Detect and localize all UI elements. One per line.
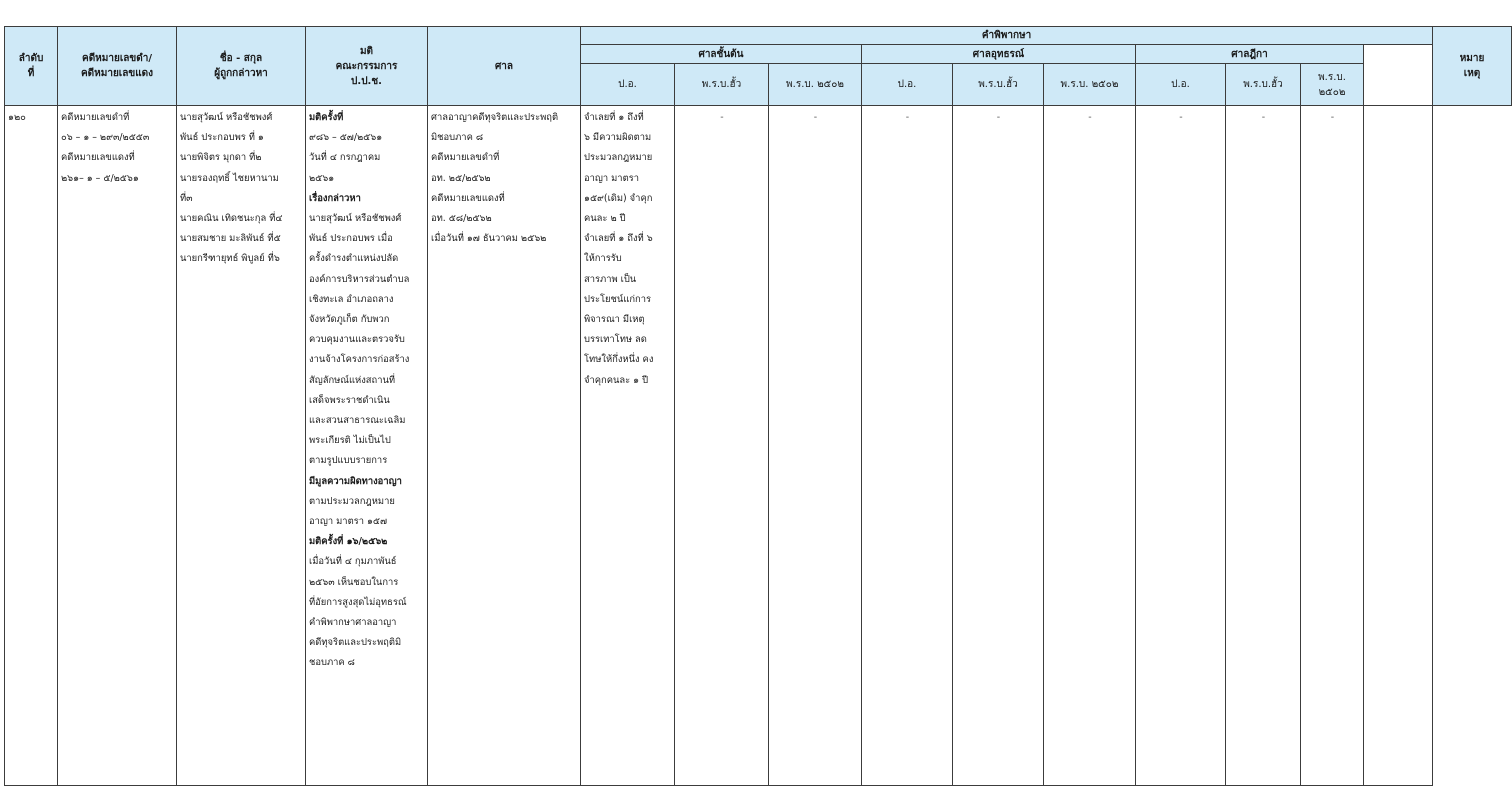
resolution-line: ที่อัยการสูงสุดไม่อุทธรณ์: [309, 596, 407, 608]
case-no-line: ๒๖๑– ๑ – ๕/๒๕๖๑: [61, 172, 139, 184]
cell-court: [428, 106, 581, 786]
header-supreme-act-anti: พ.ร.บ.ฮั้ว: [1226, 64, 1301, 106]
header-resolution-line2: คณะกรรมการ: [335, 60, 398, 72]
header-resolution: [306, 27, 428, 106]
resolution-line: มีมูลความผิดทางอาญา: [309, 475, 402, 487]
header-resolution-line1: มติ: [359, 45, 374, 57]
cell-accused: [177, 106, 306, 786]
court-line: อท. ๒๕/๒๕๖๒: [431, 172, 491, 184]
resolution-line: งานจ้างโครงการก่อสร้าง: [309, 354, 410, 366]
court-line: คดีหมายเลขแดงที่: [431, 192, 505, 204]
header-remarks-line2: เหตุ: [1463, 68, 1481, 79]
resolution-line: มติครั้งที่: [309, 112, 344, 123]
first-penal-line: อาญา มาตรา: [584, 172, 639, 184]
table-row: [5, 106, 1512, 786]
dash-mark: -: [996, 112, 1001, 123]
case-table: [4, 26, 1512, 786]
header-accused: [177, 27, 306, 106]
accused-line: นายรองฤทธิ์ ไชยหานาม: [180, 172, 279, 184]
cell-appeal-penal: [862, 106, 953, 786]
first-penal-line: คนละ ๒ ปี: [584, 213, 626, 225]
dash-mark: -: [813, 112, 818, 123]
header-court: ศาล: [428, 27, 581, 106]
resolution-line: ๒๕๖๓ เห็นชอบในการ: [309, 576, 399, 588]
cell-resolution: [306, 106, 428, 786]
first-penal-line: ๖ มีความผิดตาม: [584, 132, 652, 144]
cell-remarks: [1364, 106, 1433, 786]
cell-appeal-act-anti: [953, 106, 1044, 786]
first-penal-line: จำเลยที่ ๑ ถึงที่: [584, 112, 644, 123]
court-line: ศาลอาญาคดีทุจริตและประพฤติ: [431, 112, 559, 123]
header-no: [5, 27, 58, 106]
dash-mark: -: [720, 112, 724, 123]
cell-first-act-anti: [675, 106, 769, 786]
header-court-supreme: ศาลฎีกา: [1136, 45, 1364, 64]
resolution-line: มติครั้งที่ ๑๖/๒๕๖๒: [309, 536, 388, 548]
dash-mark: -: [905, 112, 910, 123]
header-appeal-act-2502: พ.ร.บ. ๒๕๐๒: [1044, 64, 1136, 106]
resolution-line: พันธ์ ประกอบพร เมื่อ: [309, 233, 393, 245]
first-penal-line: จำเลยที่ ๑ ถึงที่ ๖: [584, 233, 653, 245]
header-appeal-penal: ป.อ.: [862, 64, 953, 106]
court-line: อท. ๕๘/๒๕๖๒: [431, 213, 492, 225]
cell-supreme-act-2502: [1301, 106, 1364, 786]
first-penal-line: จำคุกคนละ ๑ ปี: [584, 374, 649, 386]
header-supreme-penal: ป.อ.: [1136, 64, 1226, 106]
dash-mark: -: [1088, 112, 1092, 123]
resolution-line: ครั้งดำรงตำแหน่งปลัด: [309, 253, 399, 265]
header-judgment: คำพิพากษา: [581, 27, 1433, 45]
header-supreme-act-2502-line1: พ.ร.บ.: [1318, 71, 1346, 83]
resolution-line: เชิงทะเล อำเภอถลาง: [309, 293, 394, 305]
header-case-no-line1: คดีหมายเลขดำ/: [82, 53, 152, 64]
resolution-line: เสด็จพระราชดำเนิน: [309, 394, 390, 406]
header-remarks: [1433, 27, 1512, 106]
header-court-appeal: ศาลอุทธรณ์: [862, 45, 1136, 64]
resolution-line: เรื่องกล่าวหา: [309, 192, 361, 204]
header-no-line2: ที่: [27, 68, 35, 79]
resolution-line: ตามประมวลกฎหมาย: [309, 495, 395, 507]
first-penal-line: บรรเทาโทษ ลด: [584, 334, 647, 346]
header-remarks-line1: หมาย: [1459, 53, 1485, 64]
court-line: เมื่อวันที่ ๑๗ ธันวาคม ๒๕๖๒: [431, 233, 547, 245]
dash-mark: -: [1179, 112, 1183, 123]
first-penal-line: ให้การรับ: [584, 253, 622, 265]
first-penal-line: ๑๕๙(เดิม) จำคุก: [584, 192, 653, 204]
accused-line: พันธ์ ประกอบพร ที่ ๑: [180, 132, 264, 144]
accused-line: นายสุวัฒน์ หรือชัชพงศ์: [180, 112, 273, 123]
resolution-line: และสวนสาธารณะเฉลิม: [309, 415, 406, 427]
first-penal-line: ประมวลกฎหมาย: [584, 152, 653, 164]
first-penal-line: พิจารณา มีเหตุ: [584, 314, 645, 326]
header-resolution-line3: ป.ป.ช.: [351, 75, 382, 87]
resolution-line: นายสุวัฒน์ หรือชัชพงศ์: [309, 213, 402, 225]
header-case-no: [58, 27, 177, 106]
header-case-no-line2: คดีหมายเลขแดง: [80, 68, 154, 79]
case-no-line: คดีหมายเลขดำที่: [61, 112, 130, 123]
header-supreme-act-2502: [1301, 64, 1364, 106]
header-appeal-act-anti: พ.ร.บ.ฮั้ว: [953, 64, 1044, 106]
dash-mark: -: [1261, 112, 1266, 123]
resolution-line: สัญลักษณ์แห่งสถานที่: [309, 374, 396, 386]
first-penal-line: โทษให้กึ่งหนึ่ง คง: [584, 354, 654, 366]
header-first-act-anti: พ.ร.บ.ฮั้ว: [675, 64, 769, 106]
first-penal-line: สารภาพ เป็น: [584, 273, 637, 285]
cell-supreme-act-anti: [1226, 106, 1301, 786]
cell-first-act-2502: [769, 106, 862, 786]
header-first-penal: ป.อ.: [581, 64, 675, 106]
resolution-line: องค์การบริหารส่วนตำบล: [309, 273, 410, 285]
accused-line: นายพิจิตร มุกดา ที่๒: [180, 152, 262, 164]
header-court-first: ศาลชั้นต้น: [581, 45, 862, 64]
resolution-line: คำพิพากษาศาลอาญา: [309, 617, 397, 629]
cell-no: ๑๒๐: [5, 106, 58, 786]
accused-line: นายสมชาย มะลิพันธ์ ที่๕: [180, 233, 281, 245]
resolution-line: คดีทุจริตและประพฤติมิ: [309, 637, 402, 649]
cell-supreme-penal: [1136, 106, 1226, 786]
cell-first-penal: [581, 106, 675, 786]
court-line: มิชอบภาค ๘: [431, 132, 484, 144]
header-accused-line2: ผู้ถูกกล่าวหา: [214, 68, 268, 79]
resolution-line: วันที่ ๔ กรกฎาคม: [309, 152, 381, 164]
resolution-line: ชอบภาค ๘: [309, 657, 355, 669]
case-no-line: ๐๖ – ๑ – ๒๙๓/๒๕๕๓: [61, 132, 150, 144]
resolution-line: ควบคุมงานและตรวจรับ: [309, 334, 405, 346]
court-line: คดีหมายเลขดำที่: [431, 152, 500, 164]
resolution-line: ๙๘๖ – ๕๗/๒๕๖๑: [309, 132, 383, 144]
resolution-line: พระเกียรติ ไม่เป็นไป: [309, 435, 391, 447]
resolution-line: ตามรูปแบบรายการ: [309, 455, 388, 467]
accused-line: ที่๓: [180, 192, 193, 204]
header-first-act-2502: พ.ร.บ. ๒๕๐๒: [769, 64, 862, 106]
resolution-line: จังหวัดภูเก็ต กับพวก: [309, 314, 390, 326]
header-accused-line1: ชื่อ - สกุล: [219, 53, 263, 64]
resolution-line: ๒๕๖๑: [309, 172, 335, 184]
cell-appeal-act-2502: [1044, 106, 1136, 786]
resolution-line: อาญา มาตรา ๑๕๗: [309, 516, 388, 528]
first-penal-line: ประโยชน์แก่การ: [584, 293, 652, 305]
header-supreme-act-2502-line2: ๒๕๐๒: [1318, 86, 1346, 98]
dash-mark: -: [1330, 112, 1335, 123]
accused-line: นายคณิน เทิดชนะกุล ที่๔: [180, 213, 283, 225]
case-no-line: คดีหมายเลขแดงที่: [61, 152, 135, 164]
accused-line: นายกรีฑายุทธ์ พิบูลย์ ที่๖: [180, 253, 280, 265]
cell-case-no: [58, 106, 177, 786]
header-no-line1: ลำดับ: [18, 53, 44, 64]
resolution-line: เมื่อวันที่ ๔ กุมภาพันธ์: [309, 556, 397, 568]
